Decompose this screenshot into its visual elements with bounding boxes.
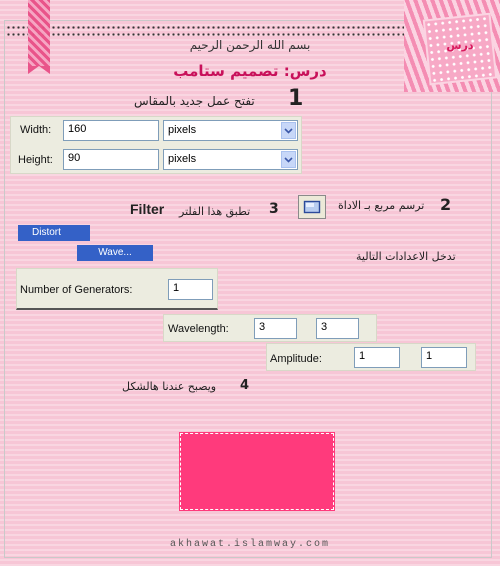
- step-4-text: ويصبح عندنا هالشكل: [122, 380, 217, 393]
- lesson-title: درس: تصميم ستامب: [173, 62, 327, 80]
- chevron-down-icon[interactable]: [281, 151, 296, 168]
- width-unit-select[interactable]: [163, 120, 298, 141]
- step-2-number: 2: [440, 195, 452, 214]
- dotted-divider-bottom: [6, 33, 424, 36]
- step-3-text: تطبق هذا الفلتر: [179, 205, 251, 218]
- amplitude-max-input[interactable]: 1: [421, 347, 467, 368]
- step-1-text: تفتح عمل جديد بالمقاس: [134, 94, 255, 108]
- dotted-divider-top: [6, 26, 424, 29]
- width-label: Width:: [20, 124, 52, 136]
- amplitude-min-input[interactable]: 1: [354, 347, 400, 368]
- basmala: بسم الله الرحمن الرحيم: [189, 38, 311, 52]
- filter-keyword: Filter: [130, 201, 165, 217]
- step-3-number: 3: [269, 201, 279, 217]
- width-input[interactable]: 160: [63, 120, 159, 141]
- rectangle-tool-icon: [298, 195, 326, 219]
- new-document-panel: [10, 116, 302, 174]
- height-unit-select[interactable]: [163, 149, 298, 170]
- step-1-number: 1: [288, 86, 304, 111]
- wavelength-max-input[interactable]: 3: [316, 318, 359, 339]
- step-2-text: ترسم مربع بـ الاداة: [338, 199, 425, 212]
- amplitude-panel: [266, 343, 476, 371]
- menu-item-distort[interactable]: Distort: [18, 225, 90, 241]
- height-input[interactable]: 90: [63, 149, 159, 170]
- settings-instruction: تدخل الاعدادات التالية: [356, 250, 456, 263]
- step-4-number: 4: [240, 378, 250, 393]
- chevron-down-icon[interactable]: [281, 122, 296, 139]
- wavelength-label: Wavelength:: [168, 323, 229, 335]
- amplitude-label: Amplitude:: [270, 353, 322, 365]
- ribbon-decoration: [28, 0, 50, 66]
- menu-item-wave[interactable]: Wave...: [77, 245, 153, 261]
- result-stamp-shape: [180, 433, 334, 510]
- generators-panel: [16, 268, 218, 310]
- corner-label: درس: [446, 39, 474, 52]
- height-label: Height:: [18, 154, 53, 166]
- height-unit-value: pixels: [168, 153, 197, 165]
- generators-input[interactable]: 1: [168, 279, 213, 300]
- wavelength-min-input[interactable]: 3: [254, 318, 297, 339]
- site-footer: akhawat.islamway.com: [169, 539, 331, 550]
- wavelength-panel: [163, 314, 377, 342]
- width-unit-value: pixels: [168, 124, 197, 136]
- generators-label: Number of Generators:: [20, 284, 133, 296]
